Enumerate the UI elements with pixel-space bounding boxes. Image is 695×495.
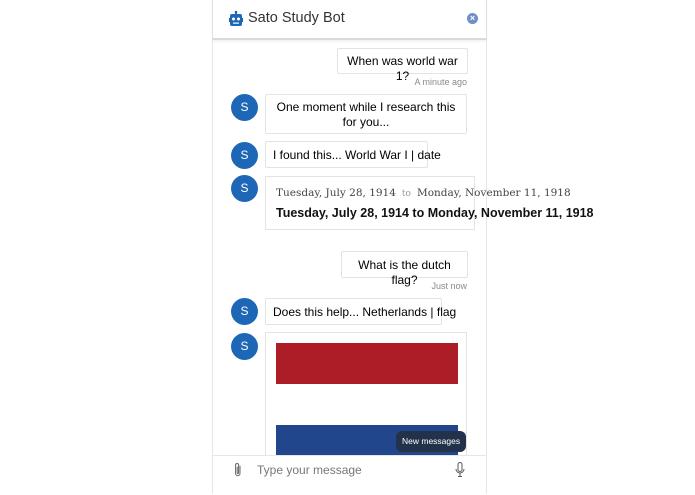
- bot-avatar: S: [231, 175, 258, 202]
- end-date: Monday, November 11, 1918: [416, 187, 571, 199]
- message-text: I found this... World War I | date: [273, 148, 441, 162]
- message-text: Does this help... Netherlands | flag: [273, 305, 457, 319]
- new-messages-button[interactable]: New messages: [396, 431, 466, 452]
- message-text: When was world war 1?: [347, 54, 458, 83]
- microphone-icon[interactable]: [455, 462, 465, 478]
- chat-window: [212, 0, 594, 494]
- date-range-heading: Tuesday, July 28, 1914 to Monday, November 11, 1918: [276, 206, 594, 220]
- bot-message: [265, 298, 457, 325]
- date-range-summary: [276, 187, 571, 199]
- flag-stripe-white: [276, 384, 458, 425]
- bot-avatar: S: [231, 142, 258, 169]
- bot-avatar: S: [231, 333, 258, 360]
- robot-icon: [229, 11, 243, 27]
- message-timestamp: Just now: [431, 281, 467, 291]
- bot-message: [265, 141, 441, 168]
- bot-message: [265, 94, 467, 134]
- range-separator: to: [401, 189, 411, 199]
- message-input[interactable]: [257, 460, 447, 480]
- chat-title: Sato Study Bot: [248, 10, 345, 26]
- chat-header: [213, 0, 486, 40]
- message-composer: [213, 455, 486, 495]
- paperclip-icon[interactable]: [233, 462, 243, 478]
- message-text: One moment while I research this for you...: [276, 100, 456, 129]
- bot-avatar: S: [231, 94, 258, 121]
- message-text: What is the dutch flag?: [358, 258, 451, 287]
- start-date: Tuesday, July 28, 1914: [276, 187, 396, 199]
- flag-stripe-red: [276, 343, 458, 384]
- close-button[interactable]: ×: [467, 13, 478, 24]
- message-timestamp: A minute ago: [414, 77, 467, 87]
- bot-avatar: S: [231, 298, 258, 325]
- message-list[interactable]: [213, 40, 594, 454]
- date-answer-card[interactable]: [265, 176, 594, 230]
